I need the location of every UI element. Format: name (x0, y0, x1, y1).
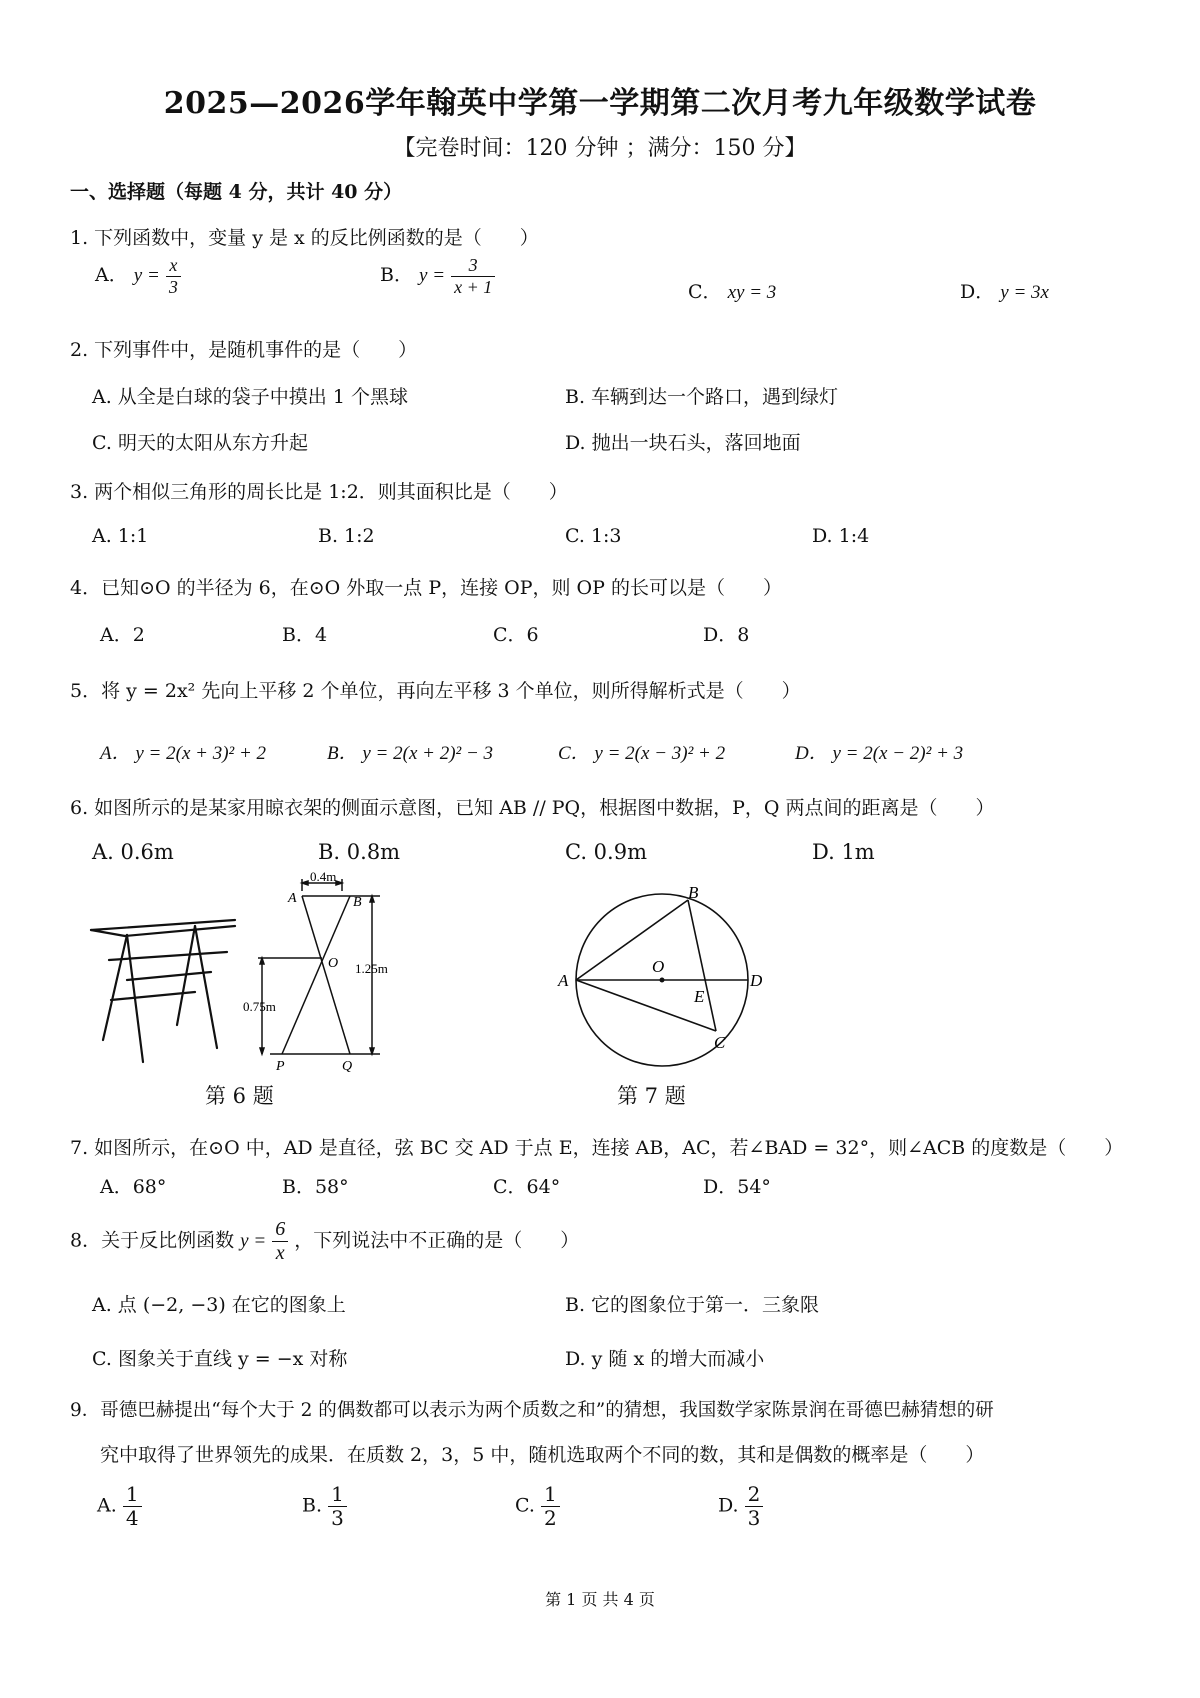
center-point (660, 978, 665, 983)
question-4-option-c: C．6 (493, 624, 539, 646)
question-2-stem: 2. 下列事件中，是随机事件的是（ ） (70, 339, 418, 361)
question-7-option-a: A．68° (100, 1176, 167, 1198)
point-b-label: B (688, 883, 699, 902)
fraction-denominator: 3 (747, 1506, 761, 1530)
point-p-label: P (276, 1059, 285, 1074)
point-a-label: A (558, 971, 569, 990)
question-3-option-a: A. 1:1 (92, 525, 149, 547)
figure-6-diagram (243, 869, 400, 1074)
question-5-option-b: B． y = 2(x + 2)² − 3 (327, 743, 494, 764)
question-3-option-d: D. 1:4 (812, 525, 870, 547)
fraction (541, 1483, 560, 1530)
figure-7-caption: 第 7 题 (617, 1084, 686, 1108)
fraction-denominator: 4 (125, 1506, 139, 1530)
question-2-option-c: C. 明天的太阳从东方升起 (92, 432, 308, 454)
fraction-denominator: x (275, 1242, 285, 1264)
question-5-option-d: D． y = 2(x − 2)² + 3 (795, 743, 964, 764)
point-q-label: Q (342, 1059, 353, 1074)
question-7-option-d: D．54° (703, 1176, 771, 1198)
question-8-option-a: A. 点 (−2, −3) 在它的图象上 (92, 1294, 346, 1316)
option-expression: y = (419, 265, 446, 287)
question-3-stem: 3. 两个相似三角形的周长比是 1:2．则其面积比是（ ） (70, 481, 568, 503)
stem-text: ，下列说法中不正确的是（ ） (294, 1229, 580, 1252)
section-heading: 一、选择题（每题 4 分，共计 40 分） (70, 181, 403, 203)
question-6-option-a: A. 0.6m (92, 840, 174, 864)
question-1-option-a (95, 255, 181, 297)
point-o-label: O (328, 956, 339, 971)
fraction-numerator: 2 (745, 1483, 764, 1507)
question-4-option-a: A．2 (100, 624, 145, 646)
question-9-option-a (97, 1483, 142, 1530)
question-8-option-c: C. 图象关于直线 y = −x 对称 (92, 1348, 348, 1370)
option-label: B． (380, 264, 413, 287)
question-6-stem: 6. 如图所示的是某家用晾衣架的侧面示意图，已知 AB // PQ，根据图中数据，P，Q 两点间的距离是（ ） (70, 797, 995, 819)
option-label: D． (960, 281, 995, 303)
question-4-option-d: D．8 (703, 624, 750, 646)
question-1-stem: 1. 下列函数中，变量 y 是 x 的反比例函数的是（ ） (70, 227, 539, 249)
question-6-option-c: C. 0.9m (565, 840, 647, 864)
figure-7-diagram (558, 883, 763, 1070)
exam-title: 2025—2026学年翰英中学第一学期第二次月考九年级数学试卷 (163, 86, 1037, 121)
fraction-numerator: 1 (541, 1483, 560, 1507)
dim-right-label: 1.25m (355, 961, 388, 976)
fraction-numerator: 3 (451, 255, 495, 277)
figure-6-caption: 第 6 题 (205, 1084, 274, 1108)
question-1-option-d (960, 277, 1049, 304)
fraction-numerator: 1 (123, 1483, 142, 1507)
question-5-option-c: C． y = 2(x − 3)² + 2 (558, 743, 726, 764)
question-7-option-c: C．64° (493, 1176, 561, 1198)
question-4-stem: 4．已知⊙O 的半径为 6，在⊙O 外取一点 P，连接 OP，则 OP 的长可以是（ ） (70, 577, 782, 599)
stem-function: y = (240, 1230, 267, 1252)
option-expression: y = (133, 265, 160, 287)
fraction (328, 1483, 347, 1530)
dim-left-label: 0.75m (243, 999, 276, 1014)
point-a-label: A (288, 891, 297, 906)
option-expression: y = 3x (1000, 282, 1049, 303)
question-8-stem (70, 1218, 579, 1265)
page-footer: 第 1 页 共 4 页 (545, 1590, 655, 1609)
option-label: D. (718, 1494, 739, 1517)
fraction-numerator: 1 (328, 1483, 347, 1507)
question-7-stem: 7. 如图所示，在⊙O 中，AD 是直径，弦 BC 交 AD 于点 E，连接 AB，AC，若∠BAD = 32°，则∠ACB 的度数是（ ） (70, 1137, 1124, 1159)
question-3-option-b: B. 1:2 (318, 525, 375, 547)
fraction-denominator: 3 (168, 276, 178, 297)
exam-subtitle: 【完卷时间：120 分钟 ；满分：150 分】 (393, 136, 807, 161)
question-5-stem: 5．将 y = 2x² 先向上平移 2 个单位，再向左平移 3 个单位，则所得解析式是（ ） (70, 680, 801, 702)
option-label: A． (95, 264, 128, 287)
question-3-option-c: C. 1:3 (565, 525, 622, 547)
dim-top-label: 0.4m (310, 869, 337, 884)
fraction (123, 1483, 142, 1530)
question-9-stem-line2: 究中取得了世界领先的成果．在质数 2，3，5 中，随机选取两个不同的数，其和是偶数的概率是（ ） (100, 1444, 985, 1466)
option-expression: xy = 3 (727, 282, 777, 303)
question-9-stem-line1: 9．哥德巴赫提出“每个大于 2 的偶数都可以表示为两个质数之和”的猜想，我国数学家陈景润在哥德巴赫猜想的研 (70, 1400, 994, 1421)
point-c-label: C (714, 1033, 726, 1052)
question-7-option-b: B．58° (282, 1176, 349, 1198)
fraction-numerator: x (166, 255, 181, 277)
question-8-option-b: B. 它的图象位于第一．三象限 (565, 1294, 820, 1316)
option-label: C． (688, 281, 722, 303)
fraction (451, 255, 495, 297)
fraction-denominator: 2 (543, 1506, 557, 1530)
fraction-denominator: x + 1 (454, 276, 493, 297)
question-8-option-d: D. y 随 x 的增大而减小 (565, 1348, 765, 1370)
fraction-numerator: 6 (272, 1218, 288, 1242)
point-b-label: B (353, 895, 362, 910)
option-label: A. (97, 1494, 117, 1517)
option-label: B. (302, 1494, 323, 1517)
question-2-option-a: A. 从全是白球的袋子中摸出 1 个黑球 (92, 386, 408, 408)
question-5-option-a: A． y = 2(x + 3)² + 2 (100, 743, 267, 764)
question-2-option-d: D. 抛出一块石头，落回地面 (565, 432, 801, 454)
point-e-label: E (694, 987, 705, 1006)
question-2-option-b: B. 车辆到达一个路口，遇到绿灯 (565, 386, 839, 408)
question-1-option-b (380, 255, 495, 297)
question-9-option-b (302, 1483, 347, 1530)
question-1-option-c (688, 277, 776, 304)
question-9-option-d (718, 1483, 763, 1530)
fraction (166, 255, 181, 297)
point-d-label: D (750, 971, 763, 990)
fraction-denominator: 3 (331, 1506, 344, 1530)
question-6-option-d: D. 1m (812, 840, 875, 864)
option-label: C. (515, 1494, 535, 1517)
fraction (745, 1483, 764, 1530)
drying-rack-sketch (85, 900, 245, 1070)
fraction (272, 1218, 288, 1265)
point-o-label: O (652, 957, 665, 976)
question-4-option-b: B．4 (282, 624, 328, 646)
question-9-option-c (515, 1483, 560, 1530)
question-6-option-b: B. 0.8m (318, 840, 401, 864)
stem-text: 8．关于反比例函数 (70, 1229, 235, 1252)
